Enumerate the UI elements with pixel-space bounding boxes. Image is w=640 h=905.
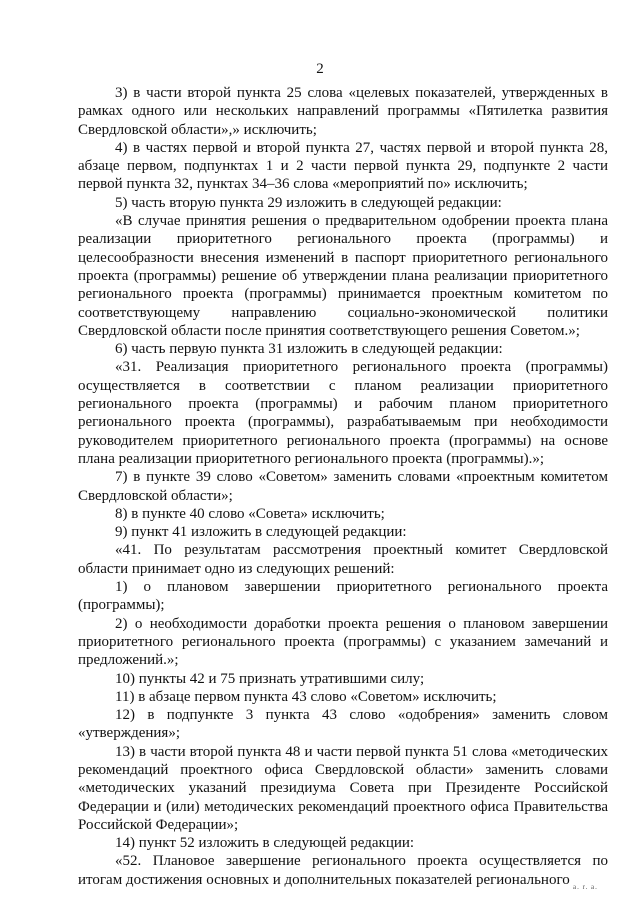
paragraph: 9) пункт 41 изложить в следующей редакции: [115,524,407,541]
footer-mark: a. r. a. [573,883,598,891]
page-number: 2 [316,61,324,77]
paragraph: 8) в пункте 40 слово «Совета» исключить; [115,505,385,522]
paragraph: 5) часть вторую пункта 29 изложить в следующей редакции: [115,194,502,211]
paragraph: 12) в подпункте 3 пункта 43 слово «одобрения» заменить словом «утверждения»; [78,707,608,742]
paragraph: «31. Реализация приоритетного регионального проекта (программы) осуществляется в соответствии с планом реализации приоритетного регионального проекта (программы) и рабочим планом приоритетного регионального проекта (программы), разрабатываемым при необходимости руководителем приоритетного регионального проекта (программы) на основе плана реализации приоритетного регионального проекта (программы).»; [78,359,608,467]
paragraph: «52. Плановое завершение регионального проекта осуществляется по итогам достижения основных и дополнительных показателей регионального [78,853,608,888]
paragraph: 7) в пункте 39 слово «Советом» заменить словами «проектным комитетом Свердловской области»; [78,469,608,504]
paragraph: «В случае принятия решения о предварительном одобрении проекта плана реализации приоритетного регионального проекта (программы) и целесообразности внесения изменений в паспорт приоритетного регионального проекта (программы) решение об утверждении плана реализации приоритетного регионального проекта (программы) принимается проектным комитетом по соответствующему направлению социально-экономической политики Свердловской области после принятия соответствующего решения Советом.»; [78,213,608,339]
paragraph: 11) в абзаце первом пункта 43 слово «Советом» исключить; [115,688,497,705]
paragraph: 1) о плановом завершении приоритетного регионального проекта (программы); [78,579,608,614]
document-body [78,84,608,889]
paragraph: 3) в части второй пункта 25 слова «целевых показателей, утвержденных в рамках одного или нескольких направлений программы «Пятилетка развития Свердловской области»,» исключить; [78,85,608,138]
paragraph: 4) в частях первой и второй пункта 27, частях первой и второй пункта 28, абзаце первом, подпунктах 1 и 2 части первой пункта 29, подпункте 2 части первой пункта 32, пунктах 34–36 слова «мероприятий по» исключить; [78,139,608,193]
paragraph: 14) пункт 52 изложить в следующей редакции: [115,835,415,852]
paragraph: 10) пункты 42 и 75 признать утратившими силу; [115,670,425,687]
paragraph: 2) о необходимости доработки проекта решения о плановом завершении приоритетного регионального проекта (программы) с указанием замечаний и предложений.»; [78,615,608,669]
paragraph: 13) в части второй пункта 48 и части первой пункта 51 слова «методических рекомендаций проектного офиса Свердловской области» заменить словами «методических указаний президиума Совета при Президенте Российской Федерации и (или) методических рекомендаций проектного офиса Правительства Российской Федерации»; [78,743,608,833]
paragraph: «41. По результатам рассмотрения проектный комитет Свердловской области принимает одно из следующих решений: [78,542,608,577]
paragraph: 6) часть первую пункта 31 изложить в следующей редакции: [115,341,503,358]
